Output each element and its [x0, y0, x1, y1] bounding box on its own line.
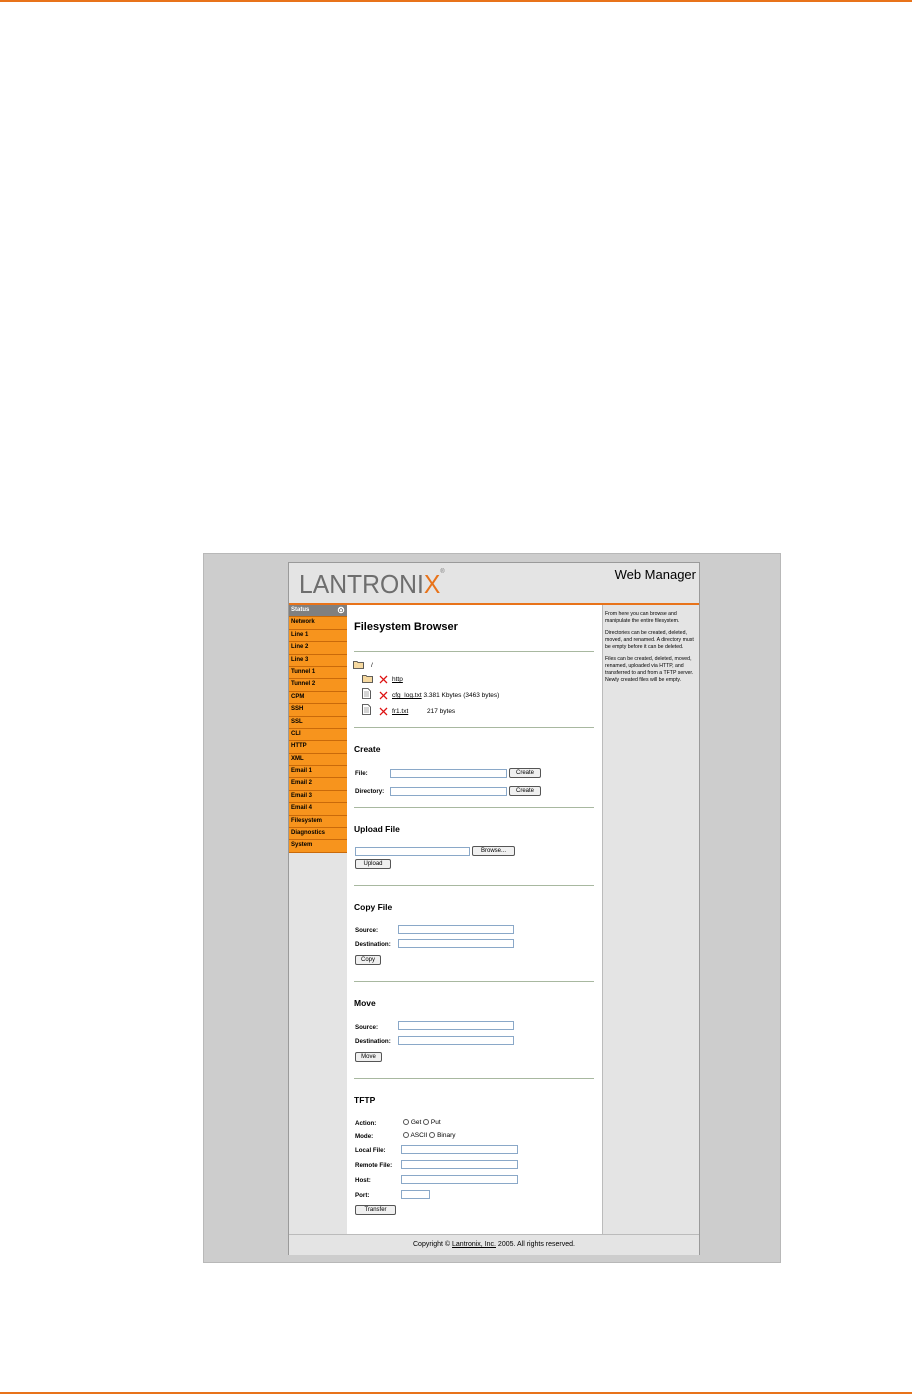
create-directory-button[interactable]: Create	[509, 786, 541, 796]
folder-icon	[362, 674, 373, 683]
web-manager-window	[288, 562, 700, 1255]
nav-item-status[interactable]: Status	[289, 605, 347, 617]
remote-file-label: Remote File:	[355, 1162, 393, 1169]
divider	[354, 885, 594, 886]
divider	[354, 1078, 594, 1079]
remote-file-input[interactable]	[401, 1160, 518, 1169]
nav-item-system[interactable]: System	[289, 840, 347, 852]
create-directory-input[interactable]	[390, 787, 507, 796]
nav-item-line-1[interactable]: Line 1	[289, 630, 347, 642]
nav-item-email-3[interactable]: Email 3	[289, 791, 347, 803]
divider	[354, 727, 594, 728]
nav-item-tunnel-2[interactable]: Tunnel 2	[289, 679, 347, 691]
section-heading-tftp: TFTP	[354, 1095, 376, 1105]
root-path: /	[371, 662, 373, 669]
upload-button[interactable]: Upload	[355, 859, 391, 869]
destination-label: Destination:	[355, 941, 391, 948]
radio-put[interactable]	[423, 1119, 429, 1125]
sidebar-nav	[289, 605, 347, 1234]
nav-item-ssh[interactable]: SSH	[289, 704, 347, 716]
radio-get[interactable]	[403, 1119, 409, 1125]
move-button[interactable]: Move	[355, 1052, 382, 1062]
divider	[354, 651, 594, 652]
file-size: 217 bytes	[427, 708, 456, 715]
nav-item-email-4[interactable]: Email 4	[289, 803, 347, 815]
lantronix-logo: LANTRONIX®	[299, 569, 445, 599]
radio-binary[interactable]	[429, 1132, 435, 1138]
directory-label: Directory:	[355, 788, 385, 795]
nav-item-email-1[interactable]: Email 1	[289, 766, 347, 778]
section-heading-move: Move	[354, 998, 376, 1008]
mode-label: Mode:	[355, 1133, 374, 1140]
page-bottom-rule	[0, 1392, 912, 1394]
file-icon	[362, 704, 371, 715]
source-label: Source:	[355, 1024, 379, 1031]
nav-item-email-2[interactable]: Email 2	[289, 778, 347, 790]
file-label: File:	[355, 770, 368, 777]
copy-source-input[interactable]	[398, 925, 514, 934]
section-heading-copy: Copy File	[354, 902, 393, 912]
port-input[interactable]	[401, 1190, 430, 1199]
section-heading-upload: Upload File	[354, 824, 400, 834]
move-destination-input[interactable]	[398, 1036, 514, 1045]
nav-item-cli[interactable]: CLI	[289, 729, 347, 741]
app-title: Web Manager	[614, 567, 696, 582]
file-link-cfg-log[interactable]: cfg_log.txt	[392, 692, 422, 699]
copy-button[interactable]: Copy	[355, 955, 381, 965]
page-top-rule	[0, 0, 912, 2]
nav-item-filesystem[interactable]: Filesystem	[289, 816, 347, 828]
delete-icon[interactable]	[379, 691, 388, 700]
local-file-input[interactable]	[401, 1145, 518, 1154]
footer: Copyright © Lantronix, Inc. 2005. All rights reserved.	[289, 1234, 699, 1255]
nav-item-network[interactable]: Network	[289, 617, 347, 629]
folder-icon	[353, 660, 364, 669]
divider	[354, 981, 594, 982]
nav-item-ssl[interactable]: SSL	[289, 717, 347, 729]
help-text: Directories can be created, deleted, moved, and renamed. A directory must be empty before it can be deleted.	[605, 630, 694, 650]
host-label: Host:	[355, 1177, 371, 1184]
port-label: Port:	[355, 1192, 370, 1199]
transfer-button[interactable]: Transfer	[355, 1205, 396, 1215]
page-title: Filesystem Browser	[354, 621, 458, 633]
lantronix-link[interactable]: Lantronix, Inc.	[452, 1241, 496, 1248]
dir-link-http[interactable]: http	[392, 676, 403, 683]
action-label: Action:	[355, 1120, 377, 1127]
nav-item-cpm[interactable]: CPM	[289, 692, 347, 704]
help-text: From here you can browse and manipulate the entire filesystem.	[605, 611, 680, 624]
browse-button[interactable]: Browse...	[472, 846, 515, 856]
nav-item-line-2[interactable]: Line 2	[289, 642, 347, 654]
move-source-input[interactable]	[398, 1021, 514, 1030]
file-icon	[362, 688, 371, 699]
file-size: 3.381 Kbytes (3463 bytes)	[423, 692, 500, 699]
file-link-fr1[interactable]: fr1.txt	[392, 708, 409, 715]
create-file-button[interactable]: Create	[509, 768, 541, 778]
nav-item-tunnel-1[interactable]: Tunnel 1	[289, 667, 347, 679]
home-icon[interactable]	[337, 606, 345, 614]
screenshot-frame	[203, 553, 781, 1263]
section-heading-create: Create	[354, 744, 381, 754]
help-text: Files can be created, deleted, moved, renamed, uploaded via HTTP, and transferred to and from a TFTP server. Newly created files will be empty.	[605, 656, 694, 683]
delete-icon[interactable]	[379, 707, 388, 716]
header	[289, 563, 699, 605]
divider	[354, 807, 594, 808]
copy-destination-input[interactable]	[398, 939, 514, 948]
nav-item-http[interactable]: HTTP	[289, 741, 347, 753]
destination-label: Destination:	[355, 1038, 391, 1045]
main-content: Filesystem Browser / http cfg_log.txt 3.381 Kbytes (3463 bytes) fr1.txt 217 bytes Create File: Create Directory: Create Upload File Browse... Upload Copy File Source: Destination: Copy Move Source: Destination: Move TFTP Action: Get Put Mode: ASCII Binary Local File: Remote File: Host: Port: Transfer	[347, 605, 602, 1234]
nav-item-line-3[interactable]: Line 3	[289, 655, 347, 667]
nav-item-diagnostics[interactable]: Diagnostics	[289, 828, 347, 840]
host-input[interactable]	[401, 1175, 518, 1184]
upload-file-input[interactable]	[355, 847, 470, 856]
source-label: Source:	[355, 927, 379, 934]
help-panel	[602, 605, 699, 1234]
local-file-label: Local File:	[355, 1147, 386, 1154]
delete-icon[interactable]	[379, 675, 388, 684]
create-file-input[interactable]	[390, 769, 507, 778]
nav-item-xml[interactable]: XML	[289, 754, 347, 766]
radio-ascii[interactable]	[403, 1132, 409, 1138]
